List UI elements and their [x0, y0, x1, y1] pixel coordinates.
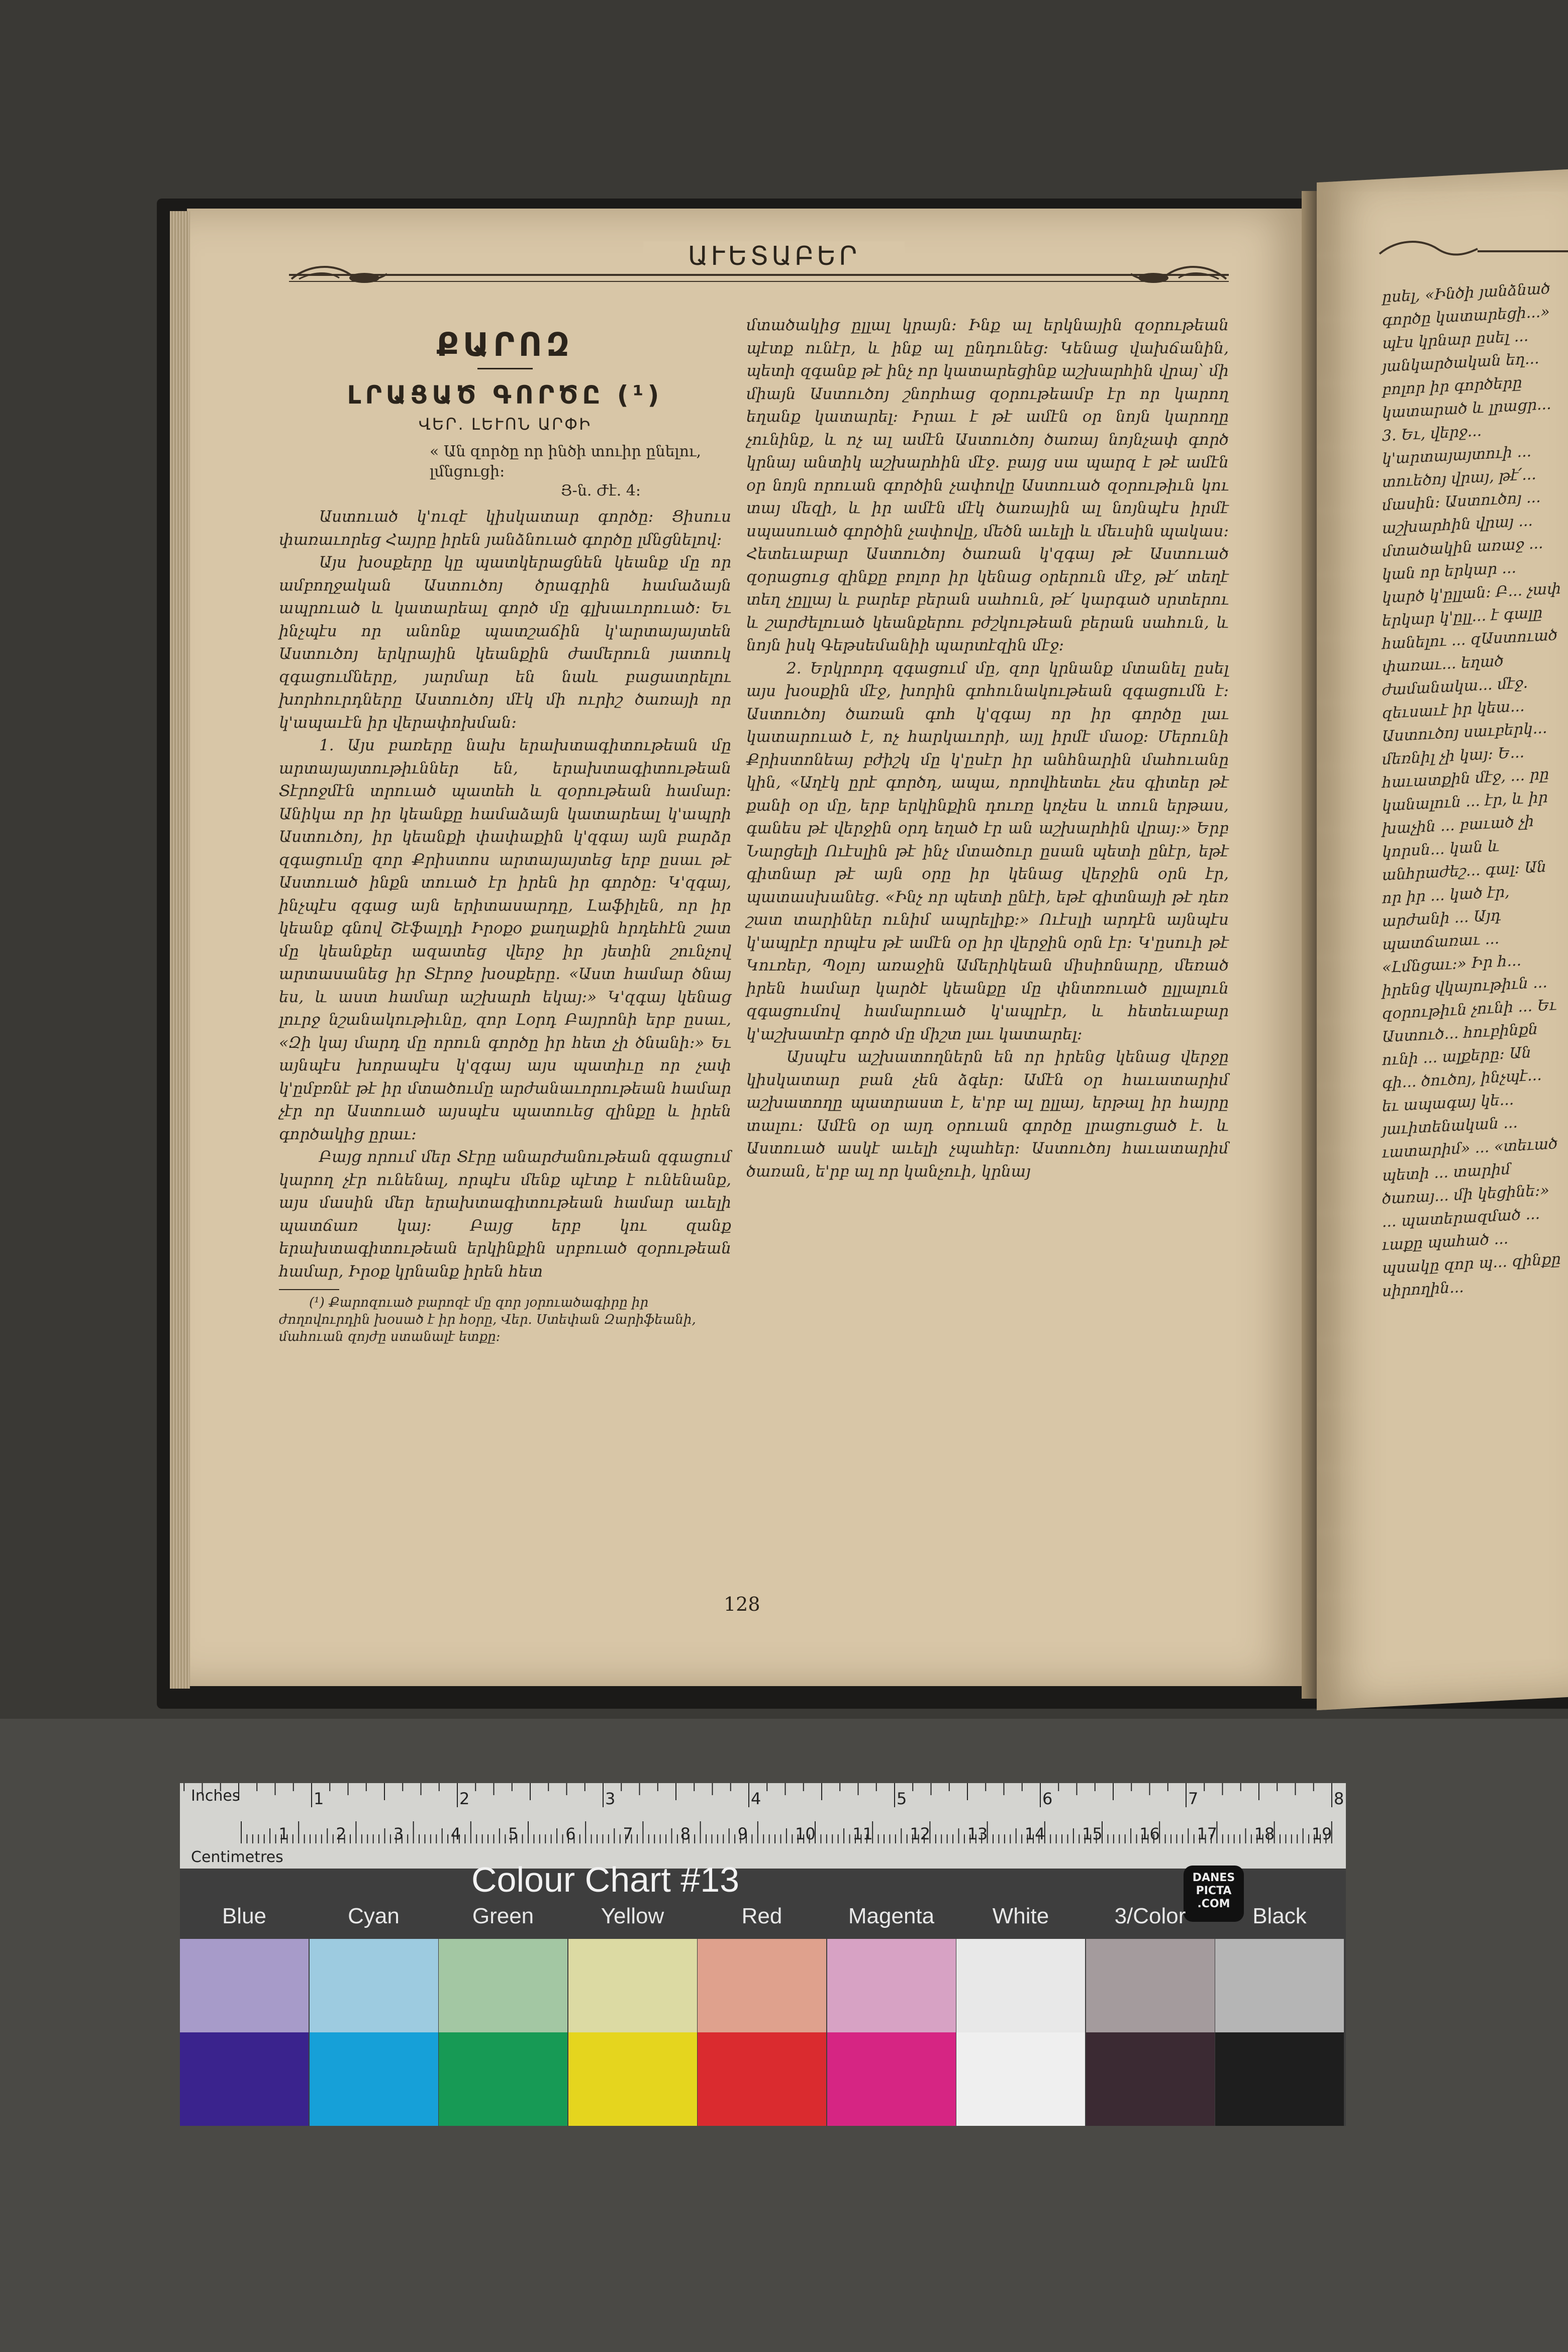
cm-label: 19: [1311, 1824, 1332, 1843]
swatch-label-black: Black: [1252, 1904, 1307, 1928]
cm-label: 3: [393, 1824, 404, 1843]
swatch-light: [439, 1939, 567, 2032]
inch-label: 4: [751, 1789, 761, 1808]
footnote: (¹) Քարոզուած բարոզէ մը զոր յօրուածագիրը իր ժողովուրդին խօսած է իր հօրը, Վեր. Ստեփան Զարիֆեանի, մահուան զոյժը ստանալէ ետքը։: [279, 1295, 696, 1344]
cm-label: 1: [278, 1824, 289, 1843]
inch-label: 3: [605, 1789, 616, 1808]
cm-label: 8: [680, 1824, 691, 1843]
swatch-dark: [698, 2032, 826, 2126]
footnote-rule: [279, 1289, 339, 1290]
swatch-label-yellow: Yellow: [601, 1904, 664, 1928]
swatch-dark: [827, 2032, 956, 2126]
cm-label: 9: [737, 1824, 748, 1843]
cm-label: 10: [795, 1824, 816, 1843]
swatch-label-magenta: Magenta: [848, 1904, 935, 1928]
page-number: 128: [724, 1593, 760, 1615]
page-edges: [170, 211, 190, 1689]
swatch-dark: [1215, 2032, 1344, 2126]
swatch-label-cyan: Cyan: [348, 1904, 400, 1928]
swatch-dark: [956, 2032, 1085, 2126]
epigraph-reference: Յ-ն. Ժէ. 4:: [560, 482, 641, 500]
cm-label: 17: [1197, 1824, 1218, 1843]
inch-label: 8: [1334, 1789, 1344, 1808]
swatch-light: [827, 1939, 956, 2032]
left-column: [279, 327, 731, 1345]
inch-label: 1: [314, 1789, 324, 1808]
paragraph: Բայց որում մեր Տէրը անարժանութեան զգացում կարող չէր ունենալ, որպէս մենք պէտք է ունենանք, այս մասին մեր երախտագիտութեան համար աւելի պատճառ կայ։ Բայց երբ կու զանք երախտագիտութեան երկինքին սրբուած զօրութեան համար, Իրօք կրնանք իրեն հետ: [279, 1148, 731, 1281]
right-page-ornament: [1377, 236, 1568, 261]
header-rule: [289, 274, 1229, 282]
swatch-dark: [180, 2032, 309, 2126]
danes-picta-logo: DANES PICTA .COM: [1184, 1866, 1244, 1922]
cm-label: 16: [1139, 1824, 1160, 1843]
cm-label: 2: [336, 1824, 346, 1843]
inch-label: 5: [897, 1789, 907, 1808]
cm-label: 6: [565, 1824, 576, 1843]
cm-label: 18: [1254, 1824, 1275, 1843]
centimetres-label: Centimetres: [191, 1848, 283, 1866]
section-title: ՔԱՐՈԶ: [436, 327, 574, 364]
paragraph: 1. Այս բառերը նախ երախտագիտութեան մը արտայայտութիւններ են, երախտագիտութեան Տէրոջմէն տրուած պատեհ և զօրութեան համար։ Անիկա որ իր կեանքը համաձայն կատարեալ կ'ապրի Աստուծոյ, իր կեանքի փափաքին կ'զգայ այն բարձր զգացումը զոր Քրիստոս արտայայտեց երբ ըսաւ թէ Աստուած ինքն տուած էր իրեն իր գործը։ Կ'զգայ, ինչպէս զգաց այն երիտասարդը, Լաֆիլեն, որ իր կեանք գնով Շէֆալդի Իրօքօ քաղաքին հրդեհէն շատ մը կեանքեր ազատեց վերջ իր յետին շունչով արտասանեց իր Տէրոջ խօսքերը. «Աստ համար ծնայ ես, և աստ համար աշխարհ եկայ։» Կ'զգայ կենաց լուրջ նշանակութիւնը, զոր Լօրդ Բայրոնի երբ ըսաւ, «Զի կայ մարդ մը որուն գործը իր հետ չի ծնանի։» Եւ այնպէս խորապէս կ'զգայ այս պատիւը որ չափ կ'ըմբռնէ թէ իր մտածումը արժանաւորութեան համար չէր որ Աստուած այսպէս պատուեց զինքը և իրեն գործակից ըրաւ։: [279, 736, 731, 1143]
cm-label: 5: [508, 1824, 519, 1843]
cm-label: 13: [967, 1824, 988, 1843]
swatch-label-red: Red: [741, 1904, 782, 1928]
swatch-dark: [310, 2032, 438, 2126]
cm-label: 14: [1024, 1824, 1045, 1843]
cm-label: 12: [910, 1824, 931, 1843]
paragraph: 2. Երկրորդ զգացում մը, զոր կրնանք մտանել ըսել այս խօսքին մէջ, խորին գոհունակութեան զգացումն է։ Աստուծոյ ծառան գոհ կ'զգայ որ իր գործը լաւ կատարուած է, ոչ հարկաւորի, այլ իրմէ մաօք։ Մերունի Քրիստոնեայ բժիշկ մը կ'ըսէր իր անհնարին մահուանը կին, «Աղէկ ըրէ գործդ, ապա, որովհետեւ չես գիտեր թէ քանի օր մը, երբ երկինքին դուռը կոչես և տուն երթաս, գանես թէ վերջին օրդ եղած էր ան աշխարհին վրայ։» Երբ Նարցելի Ուէսլին թէ ինչ մտածուր ըսան պետի ընէր, եթէ գիտնար թէ այն օրը իր կենաց վերջին օրն էր, պատասխանեց. «Ինչ որ պետի ընէի, եթէ գիտնայի թէ դեռ շատ տարիներ ունիմ ապրելիք։» Ուէսլի արդէն այնպէս կ'ապրէր որպէս թէ ամէն օր իր վերջին օրն էր։ Կ'ըսուի թէ Կուռեր, Պօլոյ առաջին Ամերիկեան միսիոնարը, մեռած իրեն համար կարծէ կեանքը մը փնտռուած ըլլալուն զգացումով համարուած կ'ապրէր, և հետեւաբար կ'աշխատէր գործ մը միշտ լաւ կատարել։: [746, 659, 1229, 1043]
swatch-light: [1215, 1939, 1344, 2032]
paragraph: մտածակից ըլլալ կրայն։ Ինք ալ երկնային զօրութեան պէտք ունէր, և ինք ալ ընդունեց։ Կենաց վախճանին, պետի զգանք թէ ինչ որ կատարեցինք աշխարհին վրայ՝ մի միայն Աստուծոյ շնորհաց զօրութեամբ էր որ կարող եղանք կատարել։ Իրաւ է թէ ամէն օր նոյն կարողը չունինք, և ոչ ալ ամէն Աստուծոյ ծառայ նոյնչափ գործ կրնայ անտիկ աշխարհին մէջ. բայց սա պարզ է թէ ամէն օր նոյն որուան գործին չափովը Աստուած զօրութիւն կու տայ մեզի, և իր ամէն մէկ ծառային ալ նոյնպէս իրմէ սպասուած գործին չափովը, մեծն աւելի և մեւսին պակաս։ Հետեւաբար Աստուծոյ ծառան կ'զգայ թէ Աստուած զօրացուց զինքը բոլոր իր կենաց օրերուն մէջ, թէ՛ տեղէ տեղ չըլլայ և բարեբ բերան սահուն, թէ՛ կարգած սրտերու և շարժելուած կեանքերու բժշկութեան բերան սահուն, և նոյն իսկ Գեթսեմանիի պարտէզին մէջ։: [746, 316, 1229, 654]
epigraph: « Ան զործը որ ինծի տուիր ընելու, լմնցուցի:: [430, 443, 702, 480]
header-ornament-right: [1128, 259, 1229, 289]
swatch-light: [568, 1939, 697, 2032]
right-column: [746, 314, 1229, 1183]
cm-label: 15: [1082, 1824, 1103, 1843]
inches-label: Inches: [191, 1787, 240, 1805]
swatch-dark: [568, 2032, 697, 2126]
swatch-label-white: White: [992, 1904, 1049, 1928]
cm-label: 7: [623, 1824, 633, 1843]
cm-label: 4: [450, 1824, 461, 1843]
inch-label: 2: [459, 1789, 470, 1808]
swatch-light: [956, 1939, 1085, 2032]
paragraph: Այսպէս աշխատողներն են որ իրենց կենաց վերջը կիսկատար բան չեն ձգեր։ Ամէն օր հաւատարիմ աշխատողը պատրաստ է, ե'րբ ալ ըլլայ, երթալ իր հայրը տալու։ Ամէն օր այդ օրուան գործը լրացուցած է. և Աստուած ասկէ աւելի չպահեր։ Աստուծոյ հաւատարիմ ծառան, ե'րբ ալ որ կանչուի, կրնայ: [746, 1048, 1229, 1181]
swatch-dark: [1086, 2032, 1215, 2126]
running-head: ԱՒԵՏԱԲԵՐ: [643, 241, 905, 271]
book-gutter: [1302, 191, 1317, 1699]
right-page-text: ըսել, «Ինծի յանձնած գործը կատարեցի...» պէս կրնար ըսել ... յանկարծական եղ... բոլոր իր գործերը կատարած և լրացր... 3. Եւ, վերջ... կ'արտայայտուի ... տուեծոյ վրայ, թէ՛... մասին։ Աստուծոյ ... աշխարհին վրայ ... մտածակին առաջ ... կան որ երկար ... կարծ կ'ըլլան։ Բ... չափ երկար կ'ըլլ... է գալը հանելու ... զԱստուած փառաւ... եղած ժամանակա... մէջ. զեւսաւէ իր կեա... Աստուծոյ սաւբերկ... մեռնիլ չի կայ։ Ե... հաւատքին մէջ, ... րը կանալուն ... էր, և իր խաչին ... բաւած չի կորսն... կան և անհրաժեշ... գալ։ Ան որ իր ... կած էր, արժանի ... Այդ պատճառաւ ... «Լմնցաւ։» Իր հ... իրենց վկայութիւն ... զօրութիւն չունի ... Եւ Աստուծ... հուբինքն ունի ... ալքերը։ Ան գի... ծուծոյ, ինչպէ... եւ ապագայ կե... յաւիտենական ... ւատարիմ» ... «տեւած պետի ... տարիմ ծառայ... մի կեցինե։» ... պատերազմած ... ւաքը պահած ... պսակը զոր պ... զինքը սիրողին...: [1382, 279, 1561, 1301]
swatch-label-green: Green: [472, 1904, 534, 1928]
title-rule: [477, 368, 533, 369]
swatch-light: [1086, 1939, 1215, 2032]
paragraph: Աստուած կ'ուզէ կիսկատար գործը։ Ցիսուս փառաւորեց Հայրը իրեն յանձնուած գործը լմնցնելով։: [279, 508, 731, 549]
header-ornament-left: [289, 259, 389, 289]
swatch-light: [698, 1939, 826, 2032]
inch-label: 7: [1188, 1789, 1199, 1808]
ruler-ticks: [180, 1783, 1346, 1869]
swatch-light: [310, 1939, 438, 2032]
colour-chart-title: Colour Chart #13: [471, 1860, 740, 1899]
paragraph: Այս խօսքերը կը պատկերացնեն կեանք մը որ ամբողջական Աստուծոյ ծրագրին համաձայն ապրուած և կատարեալ գործ մը գլխաւորուած։ Եւ ինչպէս որ անոնք պատշաճին կ'արտայայտեն Աստուծոյ երկրային կեանքին ժամերուն յատուկ զգացումները, յարմար են նաև բացատրելու խորհուրդները Աստուծոյ մէկ մի ուրիշ ծառայի որ կ'ապաւէն իր վերափոխման։: [279, 553, 731, 732]
swatch-label-3-color: 3/Color: [1114, 1904, 1186, 1928]
sermon-title: ԼՐԱՑԱԾ ԳՈՐԾԸ (¹): [347, 380, 663, 410]
swatch-dark: [439, 2032, 567, 2126]
ruler: [180, 1783, 1346, 1869]
inch-label: 6: [1042, 1789, 1053, 1808]
author: ՎԵՐ. ԼԵՒՈՆ ԱՐՓԻ: [418, 415, 592, 434]
cm-label: 11: [852, 1824, 873, 1843]
swatch-label-blue: Blue: [222, 1904, 267, 1928]
swatch-light: [180, 1939, 309, 2032]
